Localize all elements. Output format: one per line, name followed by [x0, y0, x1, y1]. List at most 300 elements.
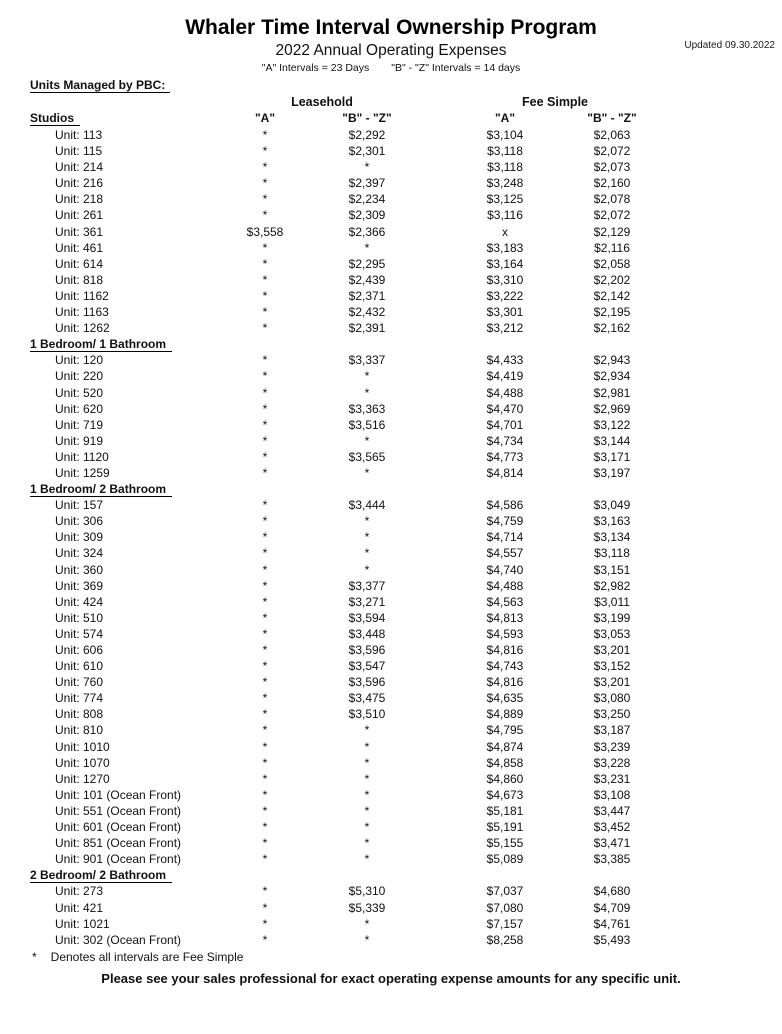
leasehold-a-value: *	[262, 723, 268, 738]
unit-label: Unit: 810	[55, 723, 104, 738]
leasehold-a-value: *	[262, 900, 268, 915]
table-row	[30, 883, 662, 899]
leasehold-bz-value: $2,366	[348, 224, 386, 239]
managed-by-label: Units Managed by PBC:	[30, 78, 170, 93]
leasehold-a-value: *	[262, 256, 268, 271]
unit-label: Unit: 369	[55, 578, 104, 593]
table-row	[30, 385, 662, 401]
table-row	[30, 787, 662, 803]
feesimple-bz-value: $3,163	[593, 514, 631, 529]
feesimple-a-value: x	[502, 224, 508, 239]
feesimple-a-value: $4,889	[486, 707, 524, 722]
table-row	[30, 159, 662, 175]
unit-label: Unit: 520	[55, 385, 104, 400]
unit-label: Unit: 421	[55, 900, 104, 915]
table-row	[30, 642, 662, 658]
feesimple-a-value: $4,488	[486, 385, 524, 400]
leasehold-bz-value: *	[364, 562, 370, 577]
unit-label: Unit: 1262	[55, 321, 110, 336]
footnote-text: Denotes all intervals are Fee Simple	[50, 949, 244, 964]
leasehold-bz-value: *	[364, 771, 370, 786]
feesimple-a-value: $3,118	[487, 160, 523, 175]
section-header-row	[30, 336, 662, 352]
feesimple-bz-value: $3,231	[593, 771, 631, 786]
feesimple-a-value: $4,673	[486, 787, 524, 802]
leasehold-bz-value: *	[364, 546, 370, 561]
feesimple-a-value: $8,258	[486, 932, 524, 947]
feesimple-bz-value: $3,049	[593, 498, 631, 513]
feesimple-a-value: $4,701	[486, 417, 524, 432]
feesimple-bz-value: $3,122	[593, 417, 631, 432]
feesimple-bz-value: $2,129	[593, 224, 631, 239]
leasehold-bz-value: *	[364, 852, 370, 867]
feesimple-bz-value: $3,385	[593, 852, 631, 867]
feesimple-bz-value: $3,201	[593, 643, 631, 657]
section-label: 1 Bedroom/ 2 Bathroom	[30, 482, 172, 497]
unit-label: Unit: 424	[55, 594, 104, 609]
feesimple-a-value: $5,155	[486, 836, 524, 851]
feesimple-bz-value: $4,680	[593, 884, 631, 899]
table-column-header-row	[30, 110, 662, 127]
table-row	[30, 900, 662, 916]
leasehold-bz-value: *	[364, 932, 370, 947]
feesimple-bz-value: $2,078	[593, 192, 631, 207]
section-label-studios: Studios	[30, 111, 80, 126]
table-row	[30, 690, 662, 706]
leasehold-bz-value: *	[364, 755, 370, 770]
unit-label: Unit: 601 (Ocean Front)	[55, 820, 182, 835]
leasehold-a-value: *	[262, 610, 268, 625]
unit-label: Unit: 309	[55, 530, 104, 545]
leasehold-bz-value: *	[364, 530, 370, 545]
leasehold-bz-value: $2,432	[348, 305, 386, 320]
feesimple-a-value: $4,557	[486, 546, 524, 561]
leasehold-bz-value: $2,309	[348, 208, 386, 223]
table-row	[30, 449, 662, 465]
feesimple-a-value: $3,104	[486, 128, 524, 142]
leasehold-a-value: *	[262, 433, 268, 448]
unit-label: Unit: 1120	[55, 449, 109, 464]
unit-label: Unit: 1010	[55, 739, 110, 754]
leasehold-a-value: *	[262, 449, 268, 464]
feesimple-bz-value: $3,447	[593, 803, 631, 818]
unit-label: Unit: 360	[55, 562, 104, 577]
section-label: 2 Bedroom/ 2 Bathroom	[30, 868, 172, 883]
leasehold-bz-value: *	[364, 160, 370, 175]
table-row	[30, 191, 662, 207]
leasehold-bz-value: $3,547	[348, 659, 386, 674]
table-row	[30, 545, 662, 561]
unit-label: Unit: 216	[55, 176, 104, 191]
leasehold-a-value: *	[262, 321, 268, 336]
feesimple-a-value: $7,157	[486, 916, 524, 931]
leasehold-bz-value: $3,448	[348, 626, 386, 641]
table-row	[30, 240, 662, 256]
leasehold-bz-value: $5,339	[348, 900, 386, 915]
footer-message: Please see your sales professional for exact operating expense amounts for any specific unit.	[101, 970, 681, 986]
section-header-cell	[30, 336, 662, 352]
unit-label: Unit: 218	[55, 192, 104, 207]
footnote	[32, 949, 782, 965]
feesimple-bz-value: $3,250	[593, 707, 631, 722]
col-header-feesimple-a: "A"	[494, 111, 516, 125]
feesimple-bz-value: $2,943	[593, 353, 631, 368]
feesimple-bz-value: $2,058	[593, 256, 631, 271]
feesimple-bz-value: $3,053	[593, 626, 631, 641]
leasehold-bz-value: *	[364, 723, 370, 738]
feesimple-a-value: $3,125	[486, 192, 524, 207]
leasehold-bz-value: $2,292	[348, 128, 386, 142]
leasehold-a-value: *	[262, 675, 268, 690]
feesimple-a-value: $4,419	[486, 369, 524, 384]
feesimple-a-value: $3,116	[487, 208, 523, 223]
leasehold-a-value: *	[262, 305, 268, 320]
leasehold-a-value: *	[262, 594, 268, 609]
leasehold-bz-value: $3,475	[348, 691, 386, 706]
leasehold-a-value: *	[262, 385, 268, 400]
footnote-asterisk: *	[32, 949, 37, 964]
feesimple-bz-value: $3,134	[593, 530, 631, 545]
feesimple-a-value: $3,248	[486, 176, 524, 191]
unit-label: Unit: 1021	[55, 916, 110, 931]
table-row	[30, 513, 662, 529]
feesimple-bz-value: $2,202	[593, 272, 631, 287]
table-row	[30, 722, 662, 738]
feesimple-a-value: $4,816	[486, 643, 524, 657]
feesimple-a-value: $4,743	[486, 659, 524, 674]
leasehold-bz-value: $3,337	[348, 353, 386, 368]
leasehold-bz-value: *	[364, 385, 370, 400]
unit-label: Unit: 818	[55, 272, 104, 287]
leasehold-bz-value: $3,510	[348, 707, 386, 722]
feesimple-bz-value: $3,239	[593, 739, 631, 754]
leasehold-a-value: *	[262, 353, 268, 368]
table-row	[30, 207, 662, 223]
leasehold-bz-value: $3,596	[348, 643, 386, 657]
unit-label: Unit: 115	[55, 144, 103, 159]
table-row	[30, 626, 662, 642]
unit-label: Unit: 808	[55, 707, 104, 722]
feesimple-bz-value: $3,080	[593, 691, 631, 706]
leasehold-bz-value: $2,371	[348, 288, 386, 303]
feesimple-a-value: $4,593	[486, 626, 524, 641]
feesimple-bz-value: $2,160	[593, 176, 631, 191]
feesimple-a-value: $4,858	[486, 755, 524, 770]
table-row	[30, 304, 662, 320]
feesimple-a-value: $4,470	[486, 401, 524, 416]
feesimple-bz-value: $3,118	[594, 546, 630, 561]
table-row	[30, 256, 662, 272]
table-group-header-row	[30, 95, 662, 110]
leasehold-a-value: *	[262, 659, 268, 674]
section-header-cell	[30, 867, 662, 883]
leasehold-a-value: *	[262, 562, 268, 577]
unit-label: Unit: 306	[55, 514, 104, 529]
unit-label: Unit: 273	[55, 884, 104, 899]
leasehold-a-value: *	[262, 787, 268, 802]
table-row	[30, 352, 662, 368]
leasehold-bz-value: $3,565	[348, 449, 386, 464]
feesimple-a-value: $4,874	[486, 739, 524, 754]
leasehold-bz-value: *	[364, 465, 370, 480]
table-row	[30, 706, 662, 722]
leasehold-a-value: *	[262, 498, 268, 513]
leasehold-bz-value: *	[364, 240, 370, 255]
unit-label: Unit: 113	[55, 128, 103, 142]
table-row	[30, 497, 662, 513]
managed-by-line	[30, 78, 782, 93]
expense-table	[30, 95, 662, 948]
feesimple-bz-value: $2,073	[593, 160, 631, 175]
unit-label: Unit: 760	[55, 675, 104, 690]
table-row	[30, 401, 662, 417]
unit-label: Unit: 719	[55, 417, 104, 432]
table-row	[30, 835, 662, 851]
unit-label: Unit: 774	[55, 691, 104, 706]
section-header-cell	[30, 481, 662, 497]
section-header-row	[30, 481, 662, 497]
unit-label: Unit: 461	[55, 240, 104, 255]
section-header-cell	[30, 110, 220, 127]
leasehold-a-value: *	[262, 626, 268, 641]
unit-label: Unit: 1259	[55, 465, 110, 480]
feesimple-a-value: $5,191	[486, 820, 524, 835]
leasehold-a-value: *	[262, 176, 268, 191]
table-row	[30, 803, 662, 819]
feesimple-bz-value: $3,471	[593, 836, 631, 851]
leasehold-a-value: *	[262, 836, 268, 851]
page-subtitle: 2022 Annual Operating Expenses	[275, 42, 507, 59]
feesimple-a-value: $4,813	[486, 610, 524, 625]
leasehold-a-value: *	[262, 771, 268, 786]
unit-label: Unit: 101 (Ocean Front)	[55, 787, 182, 802]
leasehold-bz-value: $2,439	[348, 272, 386, 287]
feesimple-bz-value: $2,934	[593, 369, 631, 384]
unit-label: Unit: 261	[55, 208, 104, 223]
feesimple-a-value: $3,310	[486, 272, 524, 287]
unit-label: Unit: 851 (Ocean Front)	[55, 836, 182, 851]
feesimple-bz-value: $3,187	[593, 723, 631, 738]
fee-simple-group-header: Fee Simple	[522, 95, 588, 109]
feesimple-bz-value: $2,195	[593, 305, 631, 320]
leasehold-bz-value: *	[364, 916, 370, 931]
feesimple-bz-value: $2,969	[593, 401, 631, 416]
leasehold-bz-value: $3,363	[348, 401, 386, 416]
updated-date: Updated 09.30.2022	[684, 40, 775, 51]
feesimple-bz-value: $3,011	[594, 594, 630, 609]
feesimple-bz-value: $2,162	[593, 321, 631, 336]
leasehold-a-value: *	[262, 643, 268, 657]
feesimple-bz-value: $4,761	[593, 916, 631, 931]
leasehold-a-value: *	[262, 417, 268, 432]
feesimple-a-value: $7,037	[486, 884, 524, 899]
table-row	[30, 368, 662, 384]
feesimple-bz-value: $5,493	[593, 932, 631, 947]
leasehold-bz-value: $5,310	[348, 884, 386, 899]
table-row	[30, 143, 662, 159]
leasehold-a-value: *	[262, 803, 268, 818]
table-row	[30, 739, 662, 755]
feesimple-a-value: $3,301	[486, 305, 524, 320]
table-row	[30, 916, 662, 932]
unit-label: Unit: 220	[55, 369, 104, 384]
unit-label: Unit: 1163	[55, 305, 109, 320]
feesimple-bz-value: $4,709	[593, 900, 631, 915]
feesimple-a-value: $4,740	[486, 562, 524, 577]
leasehold-bz-value: *	[364, 803, 370, 818]
leasehold-bz-value: $2,301	[348, 144, 386, 159]
leasehold-bz-value: *	[364, 514, 370, 529]
leasehold-bz-value: $3,594	[348, 610, 386, 625]
feesimple-a-value: $4,635	[486, 691, 524, 706]
leasehold-a-value: *	[262, 192, 268, 207]
feesimple-a-value: $3,118	[487, 144, 523, 159]
table-row	[30, 771, 662, 787]
table-row	[30, 658, 662, 674]
table-row	[30, 562, 662, 578]
leasehold-a-value: *	[262, 208, 268, 223]
unit-label: Unit: 302 (Ocean Front)	[55, 932, 182, 947]
feesimple-bz-value: $3,151	[593, 562, 631, 577]
leasehold-bz-value: $3,596	[348, 675, 386, 690]
col-header-feesimple-bz: "B" - "Z"	[587, 111, 637, 125]
table-row	[30, 529, 662, 545]
feesimple-bz-value: $2,072	[593, 144, 631, 159]
leasehold-a-value: *	[262, 465, 268, 480]
unit-label: Unit: 606	[55, 643, 104, 657]
feesimple-a-value: $4,488	[486, 578, 524, 593]
feesimple-a-value: $4,773	[486, 449, 524, 464]
feesimple-bz-value: $2,981	[593, 385, 631, 400]
table-row	[30, 465, 662, 481]
section-header-row	[30, 867, 662, 883]
leasehold-a-value: *	[262, 578, 268, 593]
table-row	[30, 755, 662, 771]
leasehold-bz-value: *	[364, 787, 370, 802]
unit-label: Unit: 120	[55, 353, 104, 368]
leasehold-a-value: *	[262, 691, 268, 706]
table-row	[30, 127, 662, 143]
col-header-leasehold-bz: "B" - "Z"	[342, 111, 392, 125]
feesimple-a-value: $3,183	[486, 240, 524, 255]
leasehold-bz-value: $3,377	[348, 578, 386, 593]
table-row	[30, 610, 662, 626]
leasehold-bz-value: $3,271	[348, 594, 386, 609]
unit-label: Unit: 919	[55, 433, 104, 448]
section-label: 1 Bedroom/ 1 Bathroom	[30, 337, 172, 352]
feesimple-bz-value: $3,152	[593, 659, 631, 674]
leasehold-a-value: *	[262, 369, 268, 384]
leasehold-a-value: *	[262, 240, 268, 255]
leasehold-bz-value: $3,444	[348, 498, 386, 513]
leasehold-a-value: *	[262, 820, 268, 835]
leasehold-a-value: *	[262, 852, 268, 867]
feesimple-bz-value: $3,201	[593, 675, 631, 690]
leasehold-a-value: $3,558	[246, 224, 284, 239]
leasehold-a-value: *	[262, 160, 268, 175]
leasehold-a-value: *	[262, 272, 268, 287]
leasehold-a-value: *	[262, 288, 268, 303]
leasehold-bz-value: *	[364, 739, 370, 754]
feesimple-a-value: $3,212	[486, 321, 524, 336]
leasehold-bz-value: *	[364, 820, 370, 835]
feesimple-a-value: $5,181	[486, 803, 524, 818]
unit-label: Unit: 551 (Ocean Front)	[55, 803, 182, 818]
table-row	[30, 674, 662, 690]
unit-label: Unit: 901 (Ocean Front)	[55, 852, 182, 867]
feesimple-bz-value: $3,171	[593, 449, 631, 464]
leasehold-a-value: *	[262, 884, 268, 899]
table-row	[30, 417, 662, 433]
leasehold-a-value: *	[262, 916, 268, 931]
leasehold-bz-value: *	[364, 369, 370, 384]
leasehold-bz-value: *	[364, 836, 370, 851]
leasehold-bz-value: $3,516	[348, 417, 386, 432]
leasehold-a-value: *	[262, 144, 268, 159]
unit-label: Unit: 214	[55, 160, 104, 175]
unit-label: Unit: 614	[55, 256, 104, 271]
unit-label: Unit: 361	[55, 224, 104, 239]
col-header-leasehold-a: "A"	[254, 111, 276, 125]
feesimple-a-value: $4,734	[486, 433, 524, 448]
feesimple-a-value: $7,080	[486, 900, 524, 915]
table-row	[30, 932, 662, 948]
unit-label: Unit: 324	[55, 546, 104, 561]
leasehold-bz-value: $2,397	[348, 176, 386, 191]
leasehold-a-value: *	[262, 530, 268, 545]
feesimple-a-value: $4,795	[486, 723, 524, 738]
feesimple-a-value: $4,816	[486, 675, 524, 690]
page-title: Whaler Time Interval Ownership Program	[185, 16, 597, 39]
table-row	[30, 594, 662, 610]
feesimple-bz-value: $3,228	[593, 755, 631, 770]
feesimple-a-value: $4,814	[486, 465, 524, 480]
unit-label: Unit: 1070	[55, 755, 110, 770]
table-row	[30, 433, 662, 449]
leasehold-a-value: *	[262, 514, 268, 529]
table-row	[30, 224, 662, 240]
feesimple-a-value: $4,563	[486, 594, 524, 609]
feesimple-a-value: $3,222	[486, 288, 524, 303]
feesimple-a-value: $4,433	[486, 353, 524, 368]
unit-label: Unit: 610	[55, 659, 104, 674]
unit-label: Unit: 157	[55, 498, 104, 513]
feesimple-a-value: $4,860	[486, 771, 524, 786]
feesimple-bz-value: $2,063	[593, 128, 631, 142]
unit-label: Unit: 1162	[55, 288, 109, 303]
feesimple-a-value: $4,586	[486, 498, 524, 513]
leasehold-bz-value: $2,295	[348, 256, 386, 271]
interval-note-a: "A" Intervals = 23 Days	[261, 62, 370, 74]
feesimple-bz-value: $3,144	[593, 433, 631, 448]
interval-note-bz: "B" - "Z" Intervals = 14 days	[391, 62, 521, 74]
leasehold-a-value: *	[262, 546, 268, 561]
leasehold-a-value: *	[262, 707, 268, 722]
table-row	[30, 175, 662, 191]
feesimple-a-value: $3,164	[486, 256, 524, 271]
table-row	[30, 851, 662, 867]
feesimple-bz-value: $3,199	[593, 610, 631, 625]
feesimple-bz-value: $2,116	[594, 240, 630, 255]
leasehold-a-value: *	[262, 932, 268, 947]
table-row	[30, 819, 662, 835]
leasehold-a-value: *	[262, 739, 268, 754]
document-page	[0, 16, 782, 1034]
leasehold-bz-value: $2,391	[348, 321, 386, 336]
table-row	[30, 288, 662, 304]
leasehold-bz-value: $2,234	[348, 192, 386, 207]
unit-label: Unit: 620	[55, 401, 104, 416]
